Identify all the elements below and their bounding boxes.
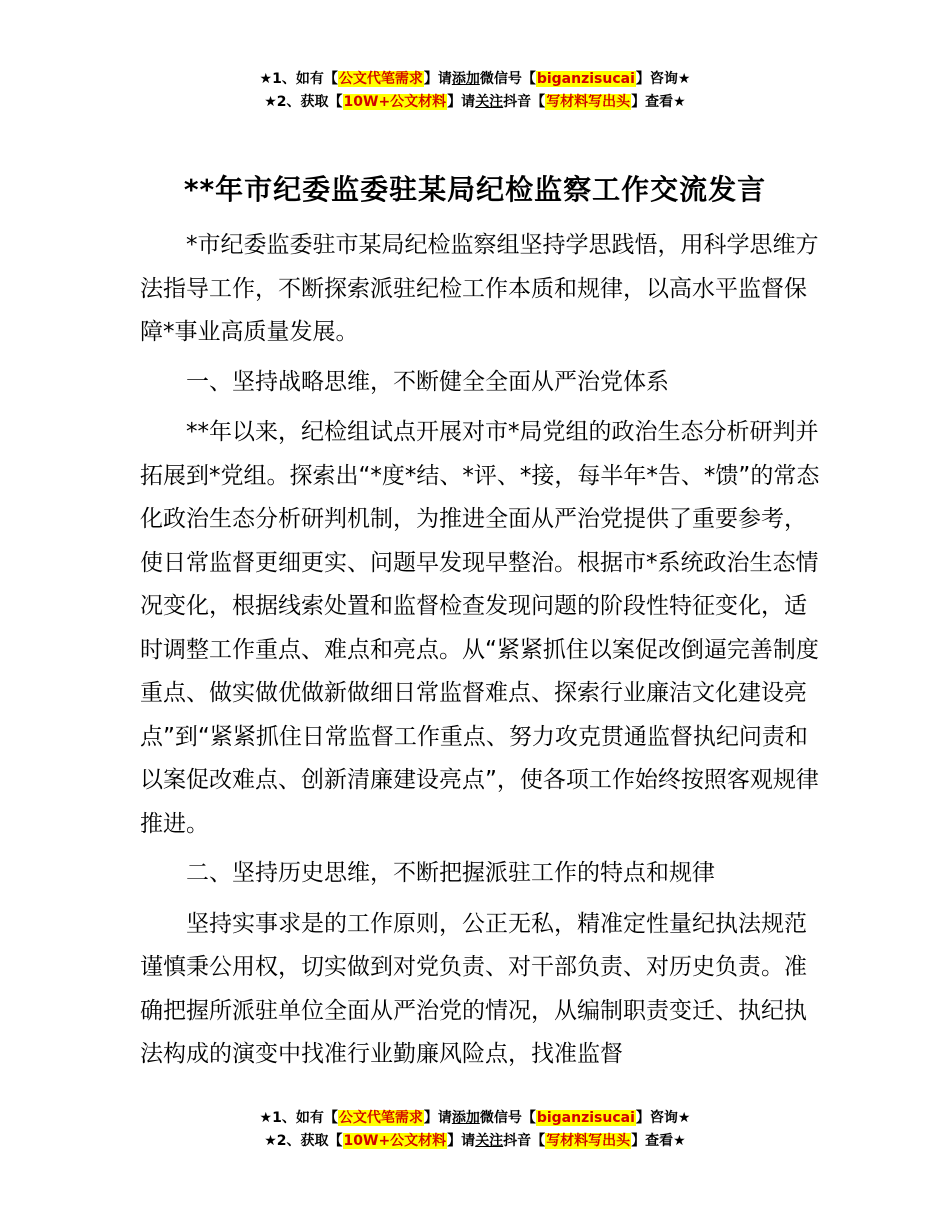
banner-highlight: 公文代笔需求 [338,71,423,87]
banner-text: 抖音【 [503,1133,546,1149]
banner-text: 】咨询★ [635,1110,691,1126]
banner-text: 】请 [423,71,452,87]
banner-text: 】请 [447,1133,476,1149]
banner-text: 微信号【 [479,1110,536,1126]
banner-underline: 添加 [451,1110,480,1126]
banner-text: 】请 [447,94,476,110]
banner-line-2 [0,1130,950,1153]
paragraph-intro: *市纪委监委驻市某局纪检监察组坚持学思践悟，用科学思维方法指导工作，不断探索派驻纪检工作本质和规律，以高水平监督保障*事业高质量发展。 [140,232,819,345]
banner-highlight: 10W+公文材料 [343,94,447,110]
paragraph-section-1: **年以来，纪检组试点开展对市*局党组的政治生态分析研判并拓展到*党组。探索出“*度*结、*评、*接，每半年*告、*馈”的常态化政治生态分析研判机制，为推进全面从严治党提供了重要参考，使日常监督更细更实、问题早发现早整治。根据市*系统政治生态情况变化，根据线索处置和监督检查发现问题的阶段性特征变化，适时调整工作重点、难点和亮点。从“紧紧抓住以案促改倒逼完善制度重点、做实做优做新做细日常监督难点、探索行业廉洁文化建设亮点”到“紧紧抓住日常监督工作重点、努力攻克贯通监督执纪问责和以案促改难点、创新清廉建设亮点”，使各项工作始终按照客观规律推进。 [140,419,820,837]
banner-underline: 关注 [475,1133,504,1149]
banner-text: 】咨询★ [635,71,691,87]
banner-line-1 [0,68,950,91]
section-heading-2: 二、坚持历史思维，不断把握派驻工作的特点和规律 [186,860,715,886]
banner-highlight: 写材料写出头 [546,94,631,110]
banner-text: 微信号【 [479,71,536,87]
banner-highlight: biganzisucai [536,71,635,87]
banner-line-1 [0,1107,950,1130]
banner-text: 】请 [423,1110,452,1126]
banner-underline: 关注 [475,94,504,110]
banner-text: ★1、如有【 [259,71,338,87]
banner-highlight: 写材料写出头 [546,1133,631,1149]
banner-highlight: 公文代笔需求 [338,1110,423,1126]
footer-banner [0,1107,950,1153]
header-banner [0,68,950,114]
banner-text: 】查看★ [631,1133,686,1149]
section-heading-1: 一、坚持战略思维，不断健全全面从严治党体系 [186,368,669,395]
banner-text: 抖音【 [503,94,546,110]
banner-highlight: biganzisucai [536,1110,635,1126]
banner-line-2 [0,91,950,114]
banner-text: ★2、获取【 [264,94,343,110]
paragraph-section-2: 坚持实事求是的工作原则，公正无私，精准定性量纪执法规范谨慎秉公用权，切实做到对党负责、对干部负责、对历史负责。准确把握所派驻单位全面从严治党的情况，从编制职责变迁、执纪执法构成的演变中找准行业勤廉风险点，找准监督 [140,910,807,1067]
document-body [140,224,824,1082]
banner-text: ★2、获取【 [264,1133,343,1149]
document-title: **年市纪委监委驻某局纪检监察工作交流发言 [183,173,767,206]
banner-underline: 添加 [451,71,480,87]
banner-text: 】查看★ [631,94,686,110]
banner-text: ★1、如有【 [259,1110,338,1126]
banner-highlight: 10W+公文材料 [343,1133,447,1149]
